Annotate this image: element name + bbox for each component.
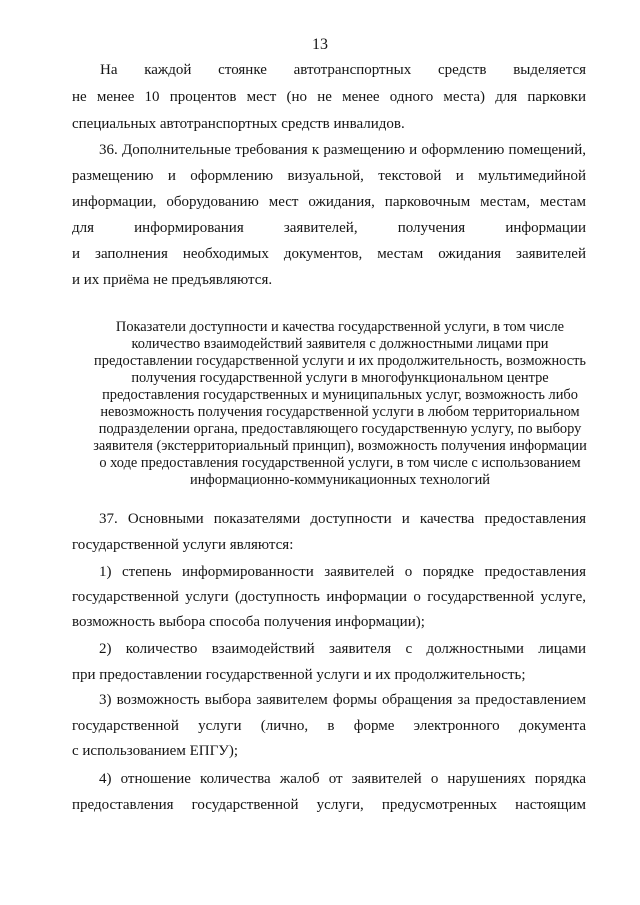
heading-line: подразделении органа, предоставляющего государственную услугу, по выбору [98,421,582,437]
text-line: информации, оборудованию мест ожидания, парковочным местам, местам [72,194,586,210]
text-line: 37. Основными показателями доступности и качества предоставления [99,511,586,527]
text-line: и заполнения необходимых документов, местам ожидания заявителей [72,246,586,262]
text-line: возможность выбора способа получения информации); [72,614,425,630]
heading-line: предоставлении государственной услуги и их продолжительность, возможность [94,353,586,369]
text-line: государственной услуги являются: [72,537,294,553]
text-line: 36. Дополнительные требования к размещению и оформлению помещений, [99,142,586,158]
text-line: 3) возможность выбора заявителем формы обращения за предоставлением [99,692,586,708]
heading-line: предоставления государственных и муниципальных услуг, возможность либо [102,387,578,403]
heading-line: получения государственной услуги в многофункциональном центре [131,370,549,386]
text-line: и их приёма не предъявляются. [72,272,273,288]
text-line: специальных автотранспортных средств инвалидов. [72,116,405,132]
heading-line: Показатели доступности и качества государственной услуги, в том числе [115,319,565,335]
text-line: государственной услуги (лично, в форме электронного документа [72,718,586,734]
heading-line: количество взаимодействий заявителя с должностными лицами при [131,336,549,352]
heading-line: невозможность получения государственной услуги в любом территориальном [100,404,580,420]
text-line: государственной услуги (доступность информации о государственной услуге, [72,589,586,605]
heading-line: заявителя (экстерриториальный принцип), возможность получения информации [93,438,587,454]
heading-line: о ходе предоставления государственной услуги, в том числе с использованием [99,455,581,471]
page-number: 13 [312,36,328,53]
text-line: не менее 10 процентов мест (но не менее одного места) для парковки [72,89,586,105]
text-line: 2) количество взаимодействий заявителя с должностными лицами [99,641,586,657]
text-line: предоставления государственной услуги, предусмотренных настоящим [72,797,586,813]
text-line: 4) отношение количества жалоб от заявителей о нарушениях порядка [99,771,586,787]
text-line: размещению и оформлению визуальной, текстовой и мультимедийной [72,168,586,184]
text-line: с использованием ЕПГУ); [72,743,239,759]
text-line: для информирования заявителей, получения информации [72,220,586,236]
heading-line: информационно-коммуникационных технологий [190,472,490,488]
text-line: 1) степень информированности заявителей о порядке предоставления [99,564,586,580]
text-line: На каждой стоянке автотранспортных средств выделяется [100,62,586,78]
text-line: при предоставлении государственной услуги и их продолжительность; [72,667,526,683]
